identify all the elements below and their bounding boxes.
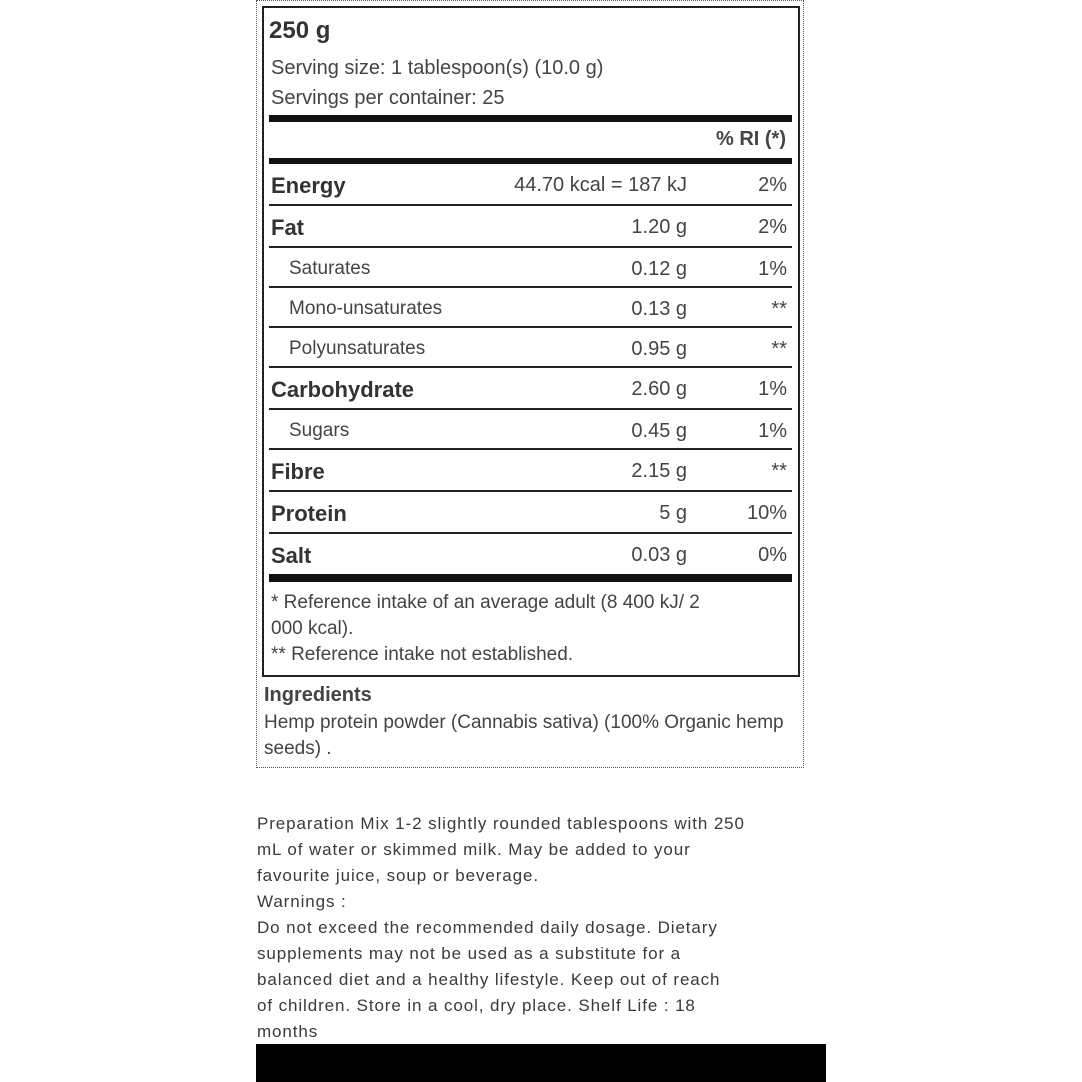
nutrient-row-carbohydrate [269,368,792,410]
nutrient-ri: 1% [758,420,787,442]
nutrient-name: Energy [271,173,346,198]
prep-line: favourite juice, soup or beverage. [257,866,539,885]
footnote-reference-intake-cont: 000 kcal). [271,618,354,639]
footnote-reference-intake: * Reference intake of an average adult (8 400 kJ/ 2 [271,592,700,613]
footer-bar [256,1044,826,1082]
nutrient-ri: 2% [758,174,787,196]
nutrient-ri: 2% [758,216,787,238]
ingredients-heading: Ingredients [264,684,372,706]
prep-line: Do not exceed the recommended daily dosage. Dietary [257,918,718,937]
nutrient-ri: ** [771,338,787,360]
thick-divider [269,574,792,582]
nutrient-row-fibre [269,450,792,492]
nutrient-name: Protein [271,501,347,526]
nutrient-row-fat [269,206,792,248]
nutrient-amount: 0.45 g [631,420,687,442]
nutrient-name: Mono-unsaturates [289,298,443,319]
prep-line: Preparation Mix 1-2 slightly rounded tablespoons with 250 [257,814,745,833]
nutrient-amount: 0.12 g [631,258,687,280]
nutrient-row-energy [269,164,792,206]
nutrient-amount: 0.95 g [631,338,687,360]
nutrient-name: Fibre [271,459,325,484]
nutrient-amount: 0.13 g [631,298,687,320]
nutrient-ri: ** [771,460,787,482]
nutrient-ri: 10% [746,502,787,524]
nutrient-name: Saturates [289,258,371,279]
nutrient-row-sugars [269,410,792,450]
nutrient-name: Polyunsaturates [289,338,426,359]
prep-line: of children. Store in a cool, dry place. Shelf Life : 18 [257,996,696,1015]
nutrient-row-protein [269,492,792,534]
nutrient-amount: 2.60 g [631,378,687,400]
nutrient-row-saturates [269,248,792,288]
package-weight: 250 g [269,17,331,44]
nutrient-name: Sugars [289,420,350,441]
nutrient-amount: 0.03 g [631,544,687,566]
nutrient-amount: 5 g [659,502,687,524]
nutrient-amount: 2.15 g [631,460,687,482]
ri-column-header: % RI (*) [716,128,786,150]
thick-divider [269,115,792,122]
prep-line: months [257,1022,319,1041]
nutrient-ri: 0% [758,544,787,566]
nutrient-ri: 1% [758,258,787,280]
footnote-not-established: ** Reference intake not established. [271,644,574,665]
nutrient-amount: 1.20 g [631,216,687,238]
servings-per-container: Servings per container: 25 [271,87,505,109]
prep-line: balanced diet and a healthy lifestyle. Keep out of reach [257,970,721,989]
nutrient-name: Fat [271,215,304,240]
serving-size: Serving size: 1 tablespoon(s) (10.0 g) [271,57,604,79]
nutrient-row-mono-unsaturates [269,288,792,328]
nutrient-amount: 44.70 kcal = 187 kJ [514,174,687,196]
nutrient-row-salt [269,534,792,576]
nutrient-row-polyunsaturates [269,328,792,368]
prep-line: supplements may not be used as a substitute for a [257,944,681,963]
nutrient-ri: ** [771,298,787,320]
nutrient-name: Salt [271,543,312,568]
ingredients-text: Hemp protein powder (Cannabis sativa) (100% Organic hemp seeds) . [264,712,784,759]
nutrient-ri: 1% [758,378,787,400]
prep-line: mL of water or skimmed milk. May be added to your [257,840,691,859]
warnings-heading: Warnings : [257,892,347,911]
preparation-text [257,811,817,1045]
nutrient-name: Carbohydrate [271,377,415,402]
